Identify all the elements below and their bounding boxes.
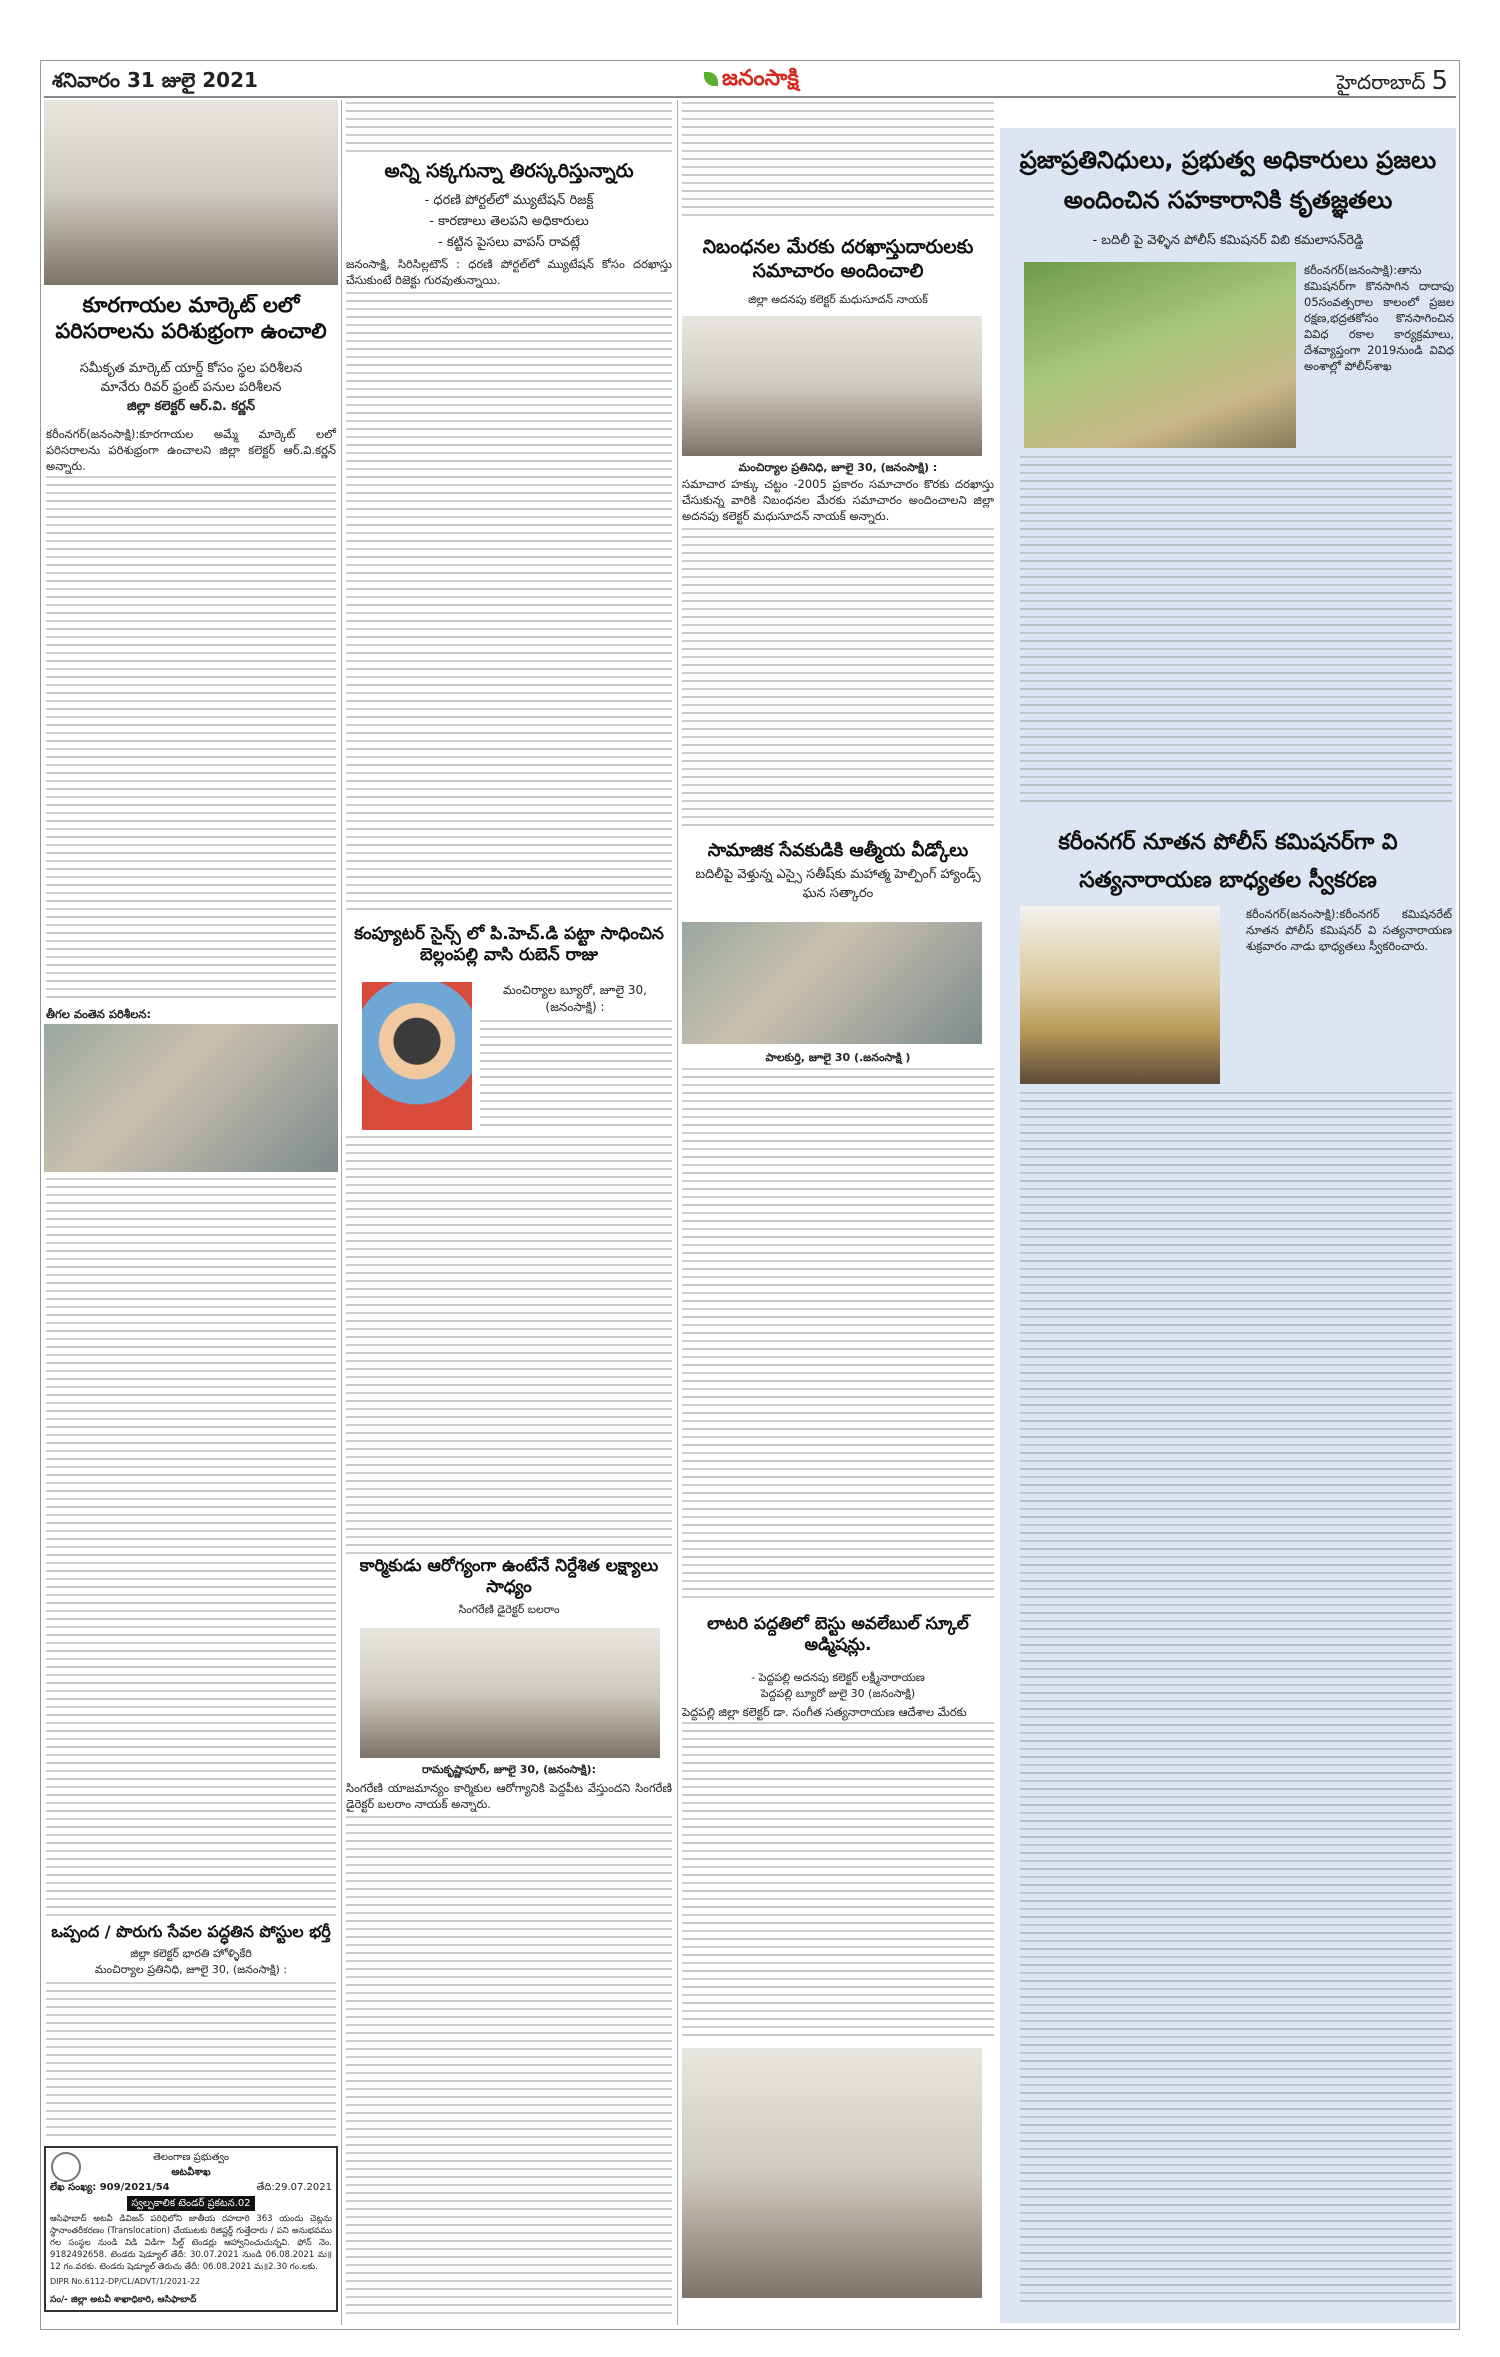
- article-body: పెద్దపల్లి జిల్లా కలెక్టర్ డా. సంగీత సత్యనారాయణ ఆదేశాల మేరకు: [682, 1705, 967, 1719]
- headline-posts: ఒప్పంద / పొరుగు సేవల పద్ధతిన పోస్టుల భర్తీ: [51, 1922, 331, 1941]
- column-divider: [677, 100, 678, 2325]
- subheadline: బదిలీపై వెళ్తున్న ఎస్సై సతీష్‌కు మహాత్మ హెల్పింగ్ హ్యాండ్స్ ఘన సత్కారం: [695, 867, 981, 901]
- leaf-icon: [704, 72, 718, 86]
- subheadline: - పెద్దపల్లి అదనపు కలెక్టర్ లక్ష్మీనారాయణ: [751, 1671, 925, 1684]
- page-number: 5: [1431, 66, 1448, 96]
- article-text-lines: [346, 292, 672, 914]
- issue-date: శనివారం 31 జులై 2021: [52, 68, 258, 92]
- ad-footer-row: [50, 2275, 332, 2307]
- dateline: రామకృష్ణాపూర్, జూలై 30, (జనంసాక్షి):: [422, 1763, 596, 1776]
- subheadline: - బదిలీ పై వెళ్ళిన పోలీస్ కమిషనర్ విబి కమలాసన్‌రెడ్డి: [1092, 233, 1364, 248]
- subheadline-1: - ధరణి పోర్టల్‌లో మ్యుటేషన్ రిజక్ట్: [424, 193, 594, 208]
- ad-dipr: DIPR No.6112-DP/CL/ADVT/1/2021-22: [50, 2277, 201, 2286]
- subheadline: [44, 360, 338, 417]
- lottery-photo: [682, 2048, 982, 2298]
- page-header: [44, 64, 1456, 98]
- ad-ref: లేఖ సంఖ్య: 909/2021/54: [50, 2182, 170, 2193]
- portrait-photo: [362, 982, 472, 1130]
- dateline: మంచిర్యాల ప్రతినిధి, జూలై 30, (జనంసాక్షి) :: [94, 1963, 288, 1976]
- ad-title: స్వల్పకాలిక టెండర్ ప్రకటన.02: [127, 2196, 254, 2211]
- headline-school-admissions: లాటరి పద్దతిలో బెస్టు అవలేబుల్ స్కూల్ అడ్మిషన్లు.: [707, 1614, 969, 1656]
- article-body: కరీంనగర్(జనంసాక్షి):కరీంనగర్ కమిషనరేట్ నూతన పోలీస్ కమిషనర్ వి సత్యనారాయణ శుక్రవారం నాడు భాధ్యతలు స్వీకరించారు.: [1246, 907, 1452, 953]
- subheadline-2: - కారణాలు తెలపని అధికారులు: [429, 214, 589, 229]
- article-text-lines: [682, 1722, 994, 2040]
- market-photo: [44, 100, 338, 285]
- article-body: కరీంనగర్(జనంసాక్షి):కూరగాయల అమ్మే మార్కెట్ లలో పరిసరాలను పరిశుభ్రంగా ఉంచాలని జిల్లా కలెక్టర్ ఆర్.వి.కర్ణన్ అన్నారు.: [46, 427, 336, 473]
- article-body: జనంసాక్షి, సిరిసిల్లటౌన్ : ధరణి పోర్టల్‌లో మ్యుటేషన్ కోసం దరఖాస్తు చేసుకుంటే రిజెక్టు గురవుతున్నాయి.: [346, 257, 672, 287]
- article-text-lines: [46, 476, 336, 1002]
- subheadline-3: - కట్టిన పైసలు వాపస్ రావట్లే: [438, 235, 580, 250]
- government-seal-icon: [51, 2152, 81, 2182]
- article-text-lines: [682, 102, 994, 222]
- headline-singareni: కార్మికుడు ఆరోగ్యంగా ఉంటేనే నిర్దేశిత లక్ష్యాలు సాధ్యం: [359, 1556, 659, 1598]
- logo-text: జనంసాక్షి: [722, 66, 799, 91]
- article-text-lines: [682, 528, 994, 828]
- ad-gov: తెలంగాణ ప్రభుత్వం: [153, 2152, 229, 2163]
- dateline: మంచిర్యాల బ్యూరో, జూలై 30, (జనంసాక్షి) :: [503, 983, 647, 1015]
- headline-new-commissioner: కరీంనగర్ నూతన పోలీస్ కమిషనర్‌గా వి సత్యనారాయణ బాధ్యతల స్వీకరణ: [1058, 830, 1398, 893]
- ad-dept: అటవీశాఖ: [171, 2167, 211, 2178]
- ad-date: తేది:29.07.2021: [256, 2182, 332, 2193]
- subheadline: జిల్లా అదనపు కలెక్టర్ మధుసూదన్ నాయక్: [748, 293, 928, 306]
- felicitation-photo: [682, 922, 982, 1044]
- article-text-lines: [346, 102, 672, 154]
- article-text-lines: [480, 1020, 672, 1130]
- column-divider: [341, 100, 342, 2325]
- headline-dharani: అన్ని సక్కగున్నా తిరస్కరిస్తున్నారు: [384, 160, 634, 182]
- headline-rti: నిబంధనల మేరకు దరఖాస్తుదారులకు సమాచారం అందించాలి: [702, 236, 974, 282]
- article-text-lines: [682, 1068, 994, 1604]
- subheadlines: [346, 190, 672, 253]
- section-subhead: తీగల వంతెన పరిశీలన:: [46, 1007, 152, 1021]
- article-text-lines: [46, 1178, 336, 1918]
- headline-market: కూరగాయల మార్కెట్ లలో పరిసరాలను పరిశుభ్రంగా ఉంచాలి: [55, 293, 327, 344]
- subheadline-2: మానేరు రివర్ ఫ్రంట్ పనుల పరిశీలన: [100, 379, 282, 395]
- article-body: సమాచార హక్కు చట్టం -2005 ప్రకారం సమాచారం కొరకు దరఖాస్తు చేసుకున్న వారికి నిబంధనల మేరకు సమాచారం అందించాలని జిల్లా అదనపు కలెక్టర్ మధుసూదన్ నాయక్ అన్నారు.: [682, 477, 994, 523]
- newspaper-logo: [704, 66, 799, 96]
- police-parade-photo: [1024, 262, 1296, 448]
- article-text-lines: [1020, 1092, 1452, 2302]
- subheadline: సింగరేణి డైరెక్టర్ బలరాం: [458, 1603, 560, 1616]
- ad-ref-row: [50, 2181, 332, 2194]
- dateline: పాలకుర్తి, జూలై 30 (.జనంసాక్షి ): [765, 1051, 911, 1064]
- meeting-photo: [682, 316, 982, 456]
- headline-thanks: ప్రజాప్రతినిధులు, ప్రభుత్వ అధికారులు ప్రజలు అందించిన సహకారానికి కృతజ్ఞతలు: [1019, 146, 1437, 214]
- ad-signature: సం/- జిల్లా అటవీ శాఖాధికారి, ఆసిఫాబాద్: [50, 2295, 197, 2305]
- article-text-lines: [46, 1982, 336, 2138]
- dateline: పెద్దపల్లి బ్యూరో జులై 30 (జనంసాక్షి): [760, 1687, 916, 1700]
- headline-farewell: సామాజిక సేవకుడికి ఆత్మీయ వీడ్కోలు: [707, 840, 969, 861]
- bridge-photo: [44, 1024, 338, 1172]
- subheadline-3: జిల్లా కలెక్టర్ ఆర్.వి. కర్ణన్: [126, 398, 255, 414]
- city-name: హైదరాబాద్: [1336, 70, 1426, 94]
- article-body: సింగరేణి యాజమాన్యం కార్మికుల ఆరోగ్యానికి పెద్దపీట వేస్తుందని సింగరేణి డైరెక్టర్ బలరాం నాయక్ అన్నారు.: [346, 1781, 672, 1811]
- commissioner-photo: [1020, 906, 1220, 1084]
- article-body: కరీంనగర్(జనంసాక్షి):తాను కమిషనర్‌గా కొనసాగిన దాదాపు 05సంవత్సరాల కాలంలో ప్రజల రక్షణ,భద్రతకోసం కొనసాగించిన వివిధ రకాల కార్యక్రమాలు, దేశవ్యాప్తంగా 2019నుండి వివిధ అంశాల్లో పోలీస్‌శాఖ: [1304, 263, 1454, 373]
- article-text-lines: [346, 1136, 672, 1554]
- ad-body: ఆసిఫాబాద్ అటవీ డివిజన్ పరిధిలోని జాతీయ రహదారి 363 యందు చెట్లను స్థానాంతరీకరణం (Translocation) చేయుటకు రిజిష్టర్డ్ గుత్తేదారు / పని అనుభవము గల సంస్థల నుండి విడి విడిగా సీల్డ్ టెండర్లు ఆహ్వానించుచున్నవి. ఫోన్ నెం. 9182492658. టెండరు షెడ్యూల్ తేదీ: 30.07.2021 నుండి 06.08.2021 మ॥12 గం.వరకు. టెండరు షెడ్యూల్ తెరుచు తేదీ: 06.08.2021 మ॥2.30 గం.లకు.: [50, 2214, 332, 2272]
- subheadline-1: సమీకృత మార్కెట్ యార్డ్ కోసం స్థల పరిశీలన: [79, 361, 303, 376]
- event-photo: [360, 1628, 660, 1758]
- tender-advertisement: [44, 2146, 338, 2312]
- article-text-lines: [346, 1816, 672, 2316]
- dateline: మంచిర్యాల ప్రతినిధి, జూలై 30, (జనంసాక్షి) :: [738, 461, 938, 474]
- edition-city: [1336, 66, 1448, 99]
- subheadline: జిల్లా కలెక్టర్ భారతి హోళ్ళికేరి: [130, 1947, 252, 1960]
- headline-phd: కంప్యూటర్ సైన్స్ లో పి.హెచ్.డి పట్టా సాధించిన బెల్లంపల్లి వాసి రుబెన్ రాజు: [354, 924, 664, 966]
- article-text-lines: [1020, 456, 1452, 806]
